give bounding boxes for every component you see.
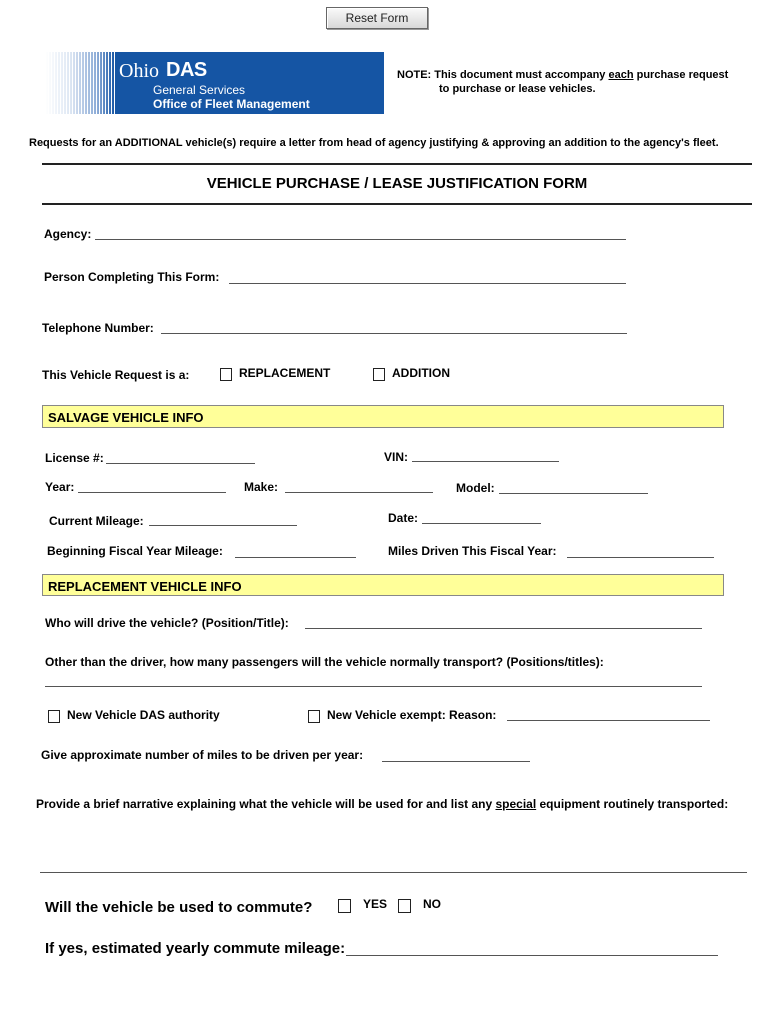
title-bottom-rule <box>42 203 752 205</box>
narrative-emphasis: special <box>495 797 537 811</box>
passengers-label: Other than the driver, how many passengers will the vehicle normally transport? (Positions/titles): <box>45 655 604 669</box>
model-label: Model: <box>456 481 495 495</box>
telephone-label: Telephone Number: <box>42 321 154 335</box>
narrative-field[interactable] <box>40 872 747 873</box>
narrative-label <box>36 797 728 811</box>
date-field[interactable] <box>422 523 541 524</box>
exempt-reason-field[interactable] <box>507 720 710 721</box>
logo-stripe-graphic <box>45 52 115 114</box>
note-line1-suffix: purchase request <box>633 69 729 81</box>
note-text <box>397 68 728 96</box>
note-emphasis: each <box>608 69 634 81</box>
passengers-field[interactable] <box>45 686 702 687</box>
commute-no-checkbox[interactable] <box>398 899 411 913</box>
who-drives-label: Who will drive the vehicle? (Position/Title): <box>45 616 289 630</box>
narrative-suffix: equipment routinely transported: <box>536 797 729 811</box>
note-line2: to purchase or lease vehicles. <box>439 83 596 95</box>
license-label: License #: <box>45 451 104 465</box>
commute-question: Will the vehicle be used to commute? <box>45 899 313 916</box>
commute-mileage-label: If yes, estimated yearly commute mileage: <box>45 940 346 957</box>
agency-label: Agency: <box>44 227 92 241</box>
addition-label: ADDITION <box>392 366 450 380</box>
salvage-header-text: SALVAGE VEHICLE INFO <box>48 410 204 425</box>
narrative-prefix: Provide a brief narrative explaining what the vehicle will be used for and list any <box>36 797 496 811</box>
logo-ohio-text: Ohio <box>119 60 159 82</box>
form-title: VEHICLE PURCHASE / LEASE JUSTIFICATION FORM <box>206 175 588 192</box>
title-top-rule <box>42 163 752 165</box>
who-drives-field[interactable] <box>305 628 702 629</box>
person-completing-label: Person Completing This Form: <box>44 270 220 284</box>
date-label: Date: <box>388 511 419 525</box>
vin-label: VIN: <box>384 450 408 464</box>
commute-no-label: NO <box>423 897 441 911</box>
das-authority-label: New Vehicle DAS authority <box>67 708 220 722</box>
exempt-label: New Vehicle exempt: Reason: <box>327 708 497 722</box>
agency-field[interactable] <box>95 239 626 240</box>
commute-mileage-field[interactable] <box>346 955 718 956</box>
replacement-header-text: REPLACEMENT VEHICLE INFO <box>48 579 242 594</box>
current-mileage-label: Current Mileage: <box>49 514 144 528</box>
note-line1-prefix: NOTE: This document must accompany <box>397 69 609 81</box>
logo-das-text: DAS <box>166 59 207 81</box>
vin-field[interactable] <box>412 461 559 462</box>
beginning-mileage-label: Beginning Fiscal Year Mileage: <box>47 544 223 558</box>
person-completing-field[interactable] <box>229 283 626 284</box>
request-type-label: This Vehicle Request is a: <box>42 368 190 382</box>
logo-general-services: General Services <box>153 83 246 97</box>
ohio-das-logo <box>45 52 384 114</box>
beginning-mileage-field[interactable] <box>235 557 356 558</box>
replacement-section-header <box>42 574 724 596</box>
addition-checkbox[interactable] <box>373 368 385 381</box>
commute-yes-checkbox[interactable] <box>338 899 351 913</box>
commute-yes-label: YES <box>363 897 388 911</box>
make-label: Make: <box>244 480 279 494</box>
logo-office-fleet-management: Office of Fleet Management <box>153 97 310 111</box>
year-field[interactable] <box>78 492 226 493</box>
year-label: Year: <box>45 480 75 494</box>
additional-vehicle-notice: Requests for an ADDITIONAL vehicle(s) require a letter from head of agency justifying & approving an addition to the agency's fleet. <box>29 137 719 149</box>
model-field[interactable] <box>499 493 648 494</box>
das-authority-checkbox[interactable] <box>48 710 60 723</box>
miles-driven-label: Miles Driven This Fiscal Year: <box>388 544 557 558</box>
miles-per-year-label: Give approximate number of miles to be driven per year: <box>41 748 364 762</box>
miles-driven-field[interactable] <box>567 557 714 558</box>
telephone-field[interactable] <box>161 333 627 334</box>
replacement-label: REPLACEMENT <box>239 366 331 380</box>
reset-form-button[interactable]: Reset Form <box>326 7 428 29</box>
current-mileage-field[interactable] <box>149 525 297 526</box>
make-field[interactable] <box>285 492 433 493</box>
salvage-section-header <box>42 405 724 428</box>
miles-per-year-field[interactable] <box>382 761 530 762</box>
exempt-checkbox[interactable] <box>308 710 320 723</box>
license-field[interactable] <box>106 463 255 464</box>
replacement-checkbox[interactable] <box>220 368 232 381</box>
